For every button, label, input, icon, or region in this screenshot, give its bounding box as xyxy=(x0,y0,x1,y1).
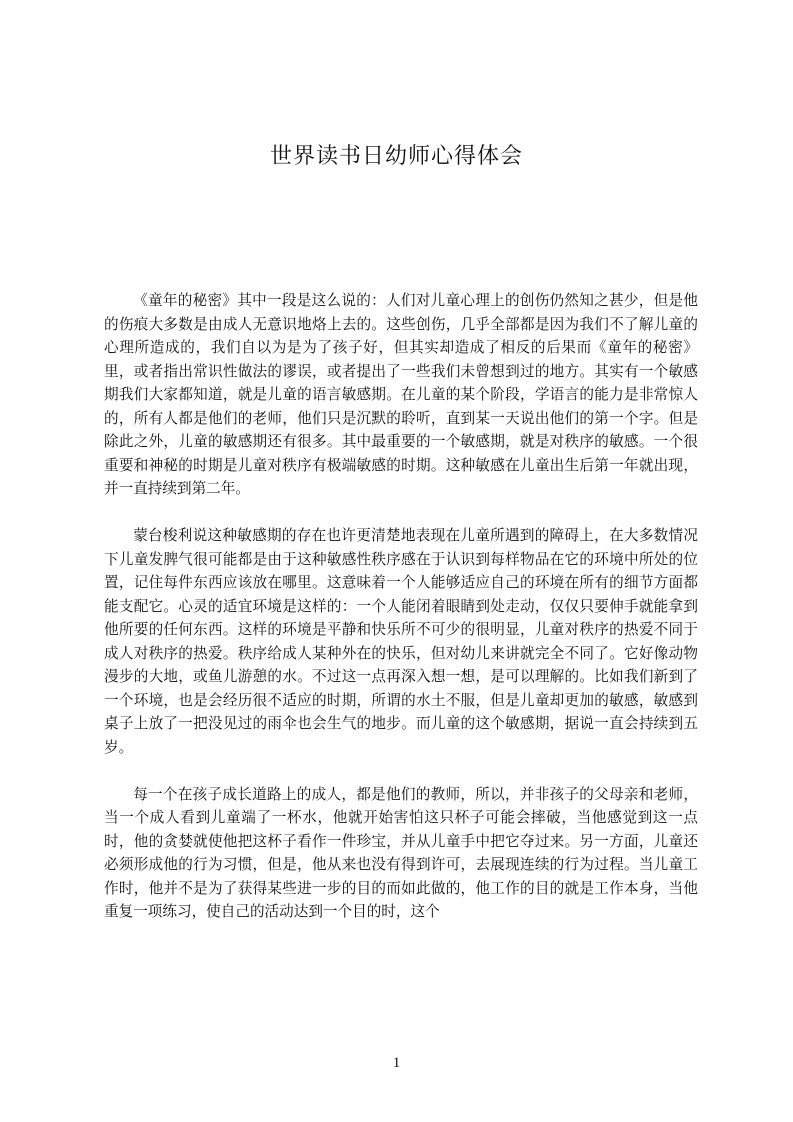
page-number: 1 xyxy=(392,1055,401,1071)
paragraph-2: 蒙台梭利说这种敏感期的存在也许更清楚地表现在儿童所遇到的障碍上，在大多数情况下儿童发脾气很可能都是由于这种敏感性秩序感在于认识到每样物品在它的环境中所处的位置，记住每件东西应该放在哪里。这意味着一个人能够适应自己的环境在所有的细节方面都能支配它。心灵的适宜环境是这样的：一个人能闭着眼睛到处走动，仅仅只要伸手就能拿到他所要的任何东西。这样的环境是平静和快乐所不可少的很明显，儿童对秩序的热爱不同于成人对秩序的热爱。秩序给成人某种外在的快乐，但对幼儿来讲就完全不同了。它好像动物漫步的大地，或鱼儿游憩的水。不过这一点再深入想一想，是可以理解的。比如我们新到了一个环境，也是会经历很不适应的时期，所谓的水土不服，但是儿童却更加的敏感，敏感到桌子上放了一把没见过的雨伞也会生气的地步。而儿童的这个敏感期，据说一直会持续到五岁。 xyxy=(104,527,698,756)
document-body xyxy=(104,289,698,924)
paragraph-1: 《童年的秘密》其中一段是这么说的：人们对儿童心理上的创伤仍然知之甚少，但是他的伤痕大多数是由成人无意识地烙上去的。这些创伤，几乎全部都是因为我们不了解儿童的心理所造成的，我们自以为是为了孩子好，但其实却造成了相反的后果而《童年的秘密》里，或者指出常识性做法的谬误，或者提出了一些我们未曾想到过的地方。其实有一个敏感期我们大家都知道，就是儿童的语言敏感期。在儿童的某个阶段，学语言的能力是非常惊人的，所有人都是他们的老师，他们只是沉默的聆听，直到某一天说出他们的第一个字。但是除此之外，儿童的敏感期还有很多。其中最重要的一个敏感期，就是对秩序的敏感。一个很重要和神秘的时期是儿童对秩序有极端敏感的时期。这种敏感在儿童出生后第一年就出现，并一直持续到第二年。 xyxy=(104,292,698,497)
paragraph-3: 每一个在孩子成长道路上的成人，都是他们的教师，所以，并非孩子的父母亲和老师，当一个成人看到儿童端了一杯水，他就开始害怕这只杯子可能会摔破，当他感觉到这一点时，他的贪婪就使他把这杯子看作一件珍宝，并从儿童手中把它夺过来。另一方面，儿童还必须形成他的行为习惯，但是，他从来也没有得到许可，去展现连续的行为过程。当儿童工作时，他并不是为了获得某些进一步的目的而如此做的，他工作的目的就是工作本身，当他重复一项练习，使自己的活动达到一个目的时，这个 xyxy=(104,785,698,920)
document-title: 世界读书日幼师心得体会 xyxy=(269,144,523,169)
